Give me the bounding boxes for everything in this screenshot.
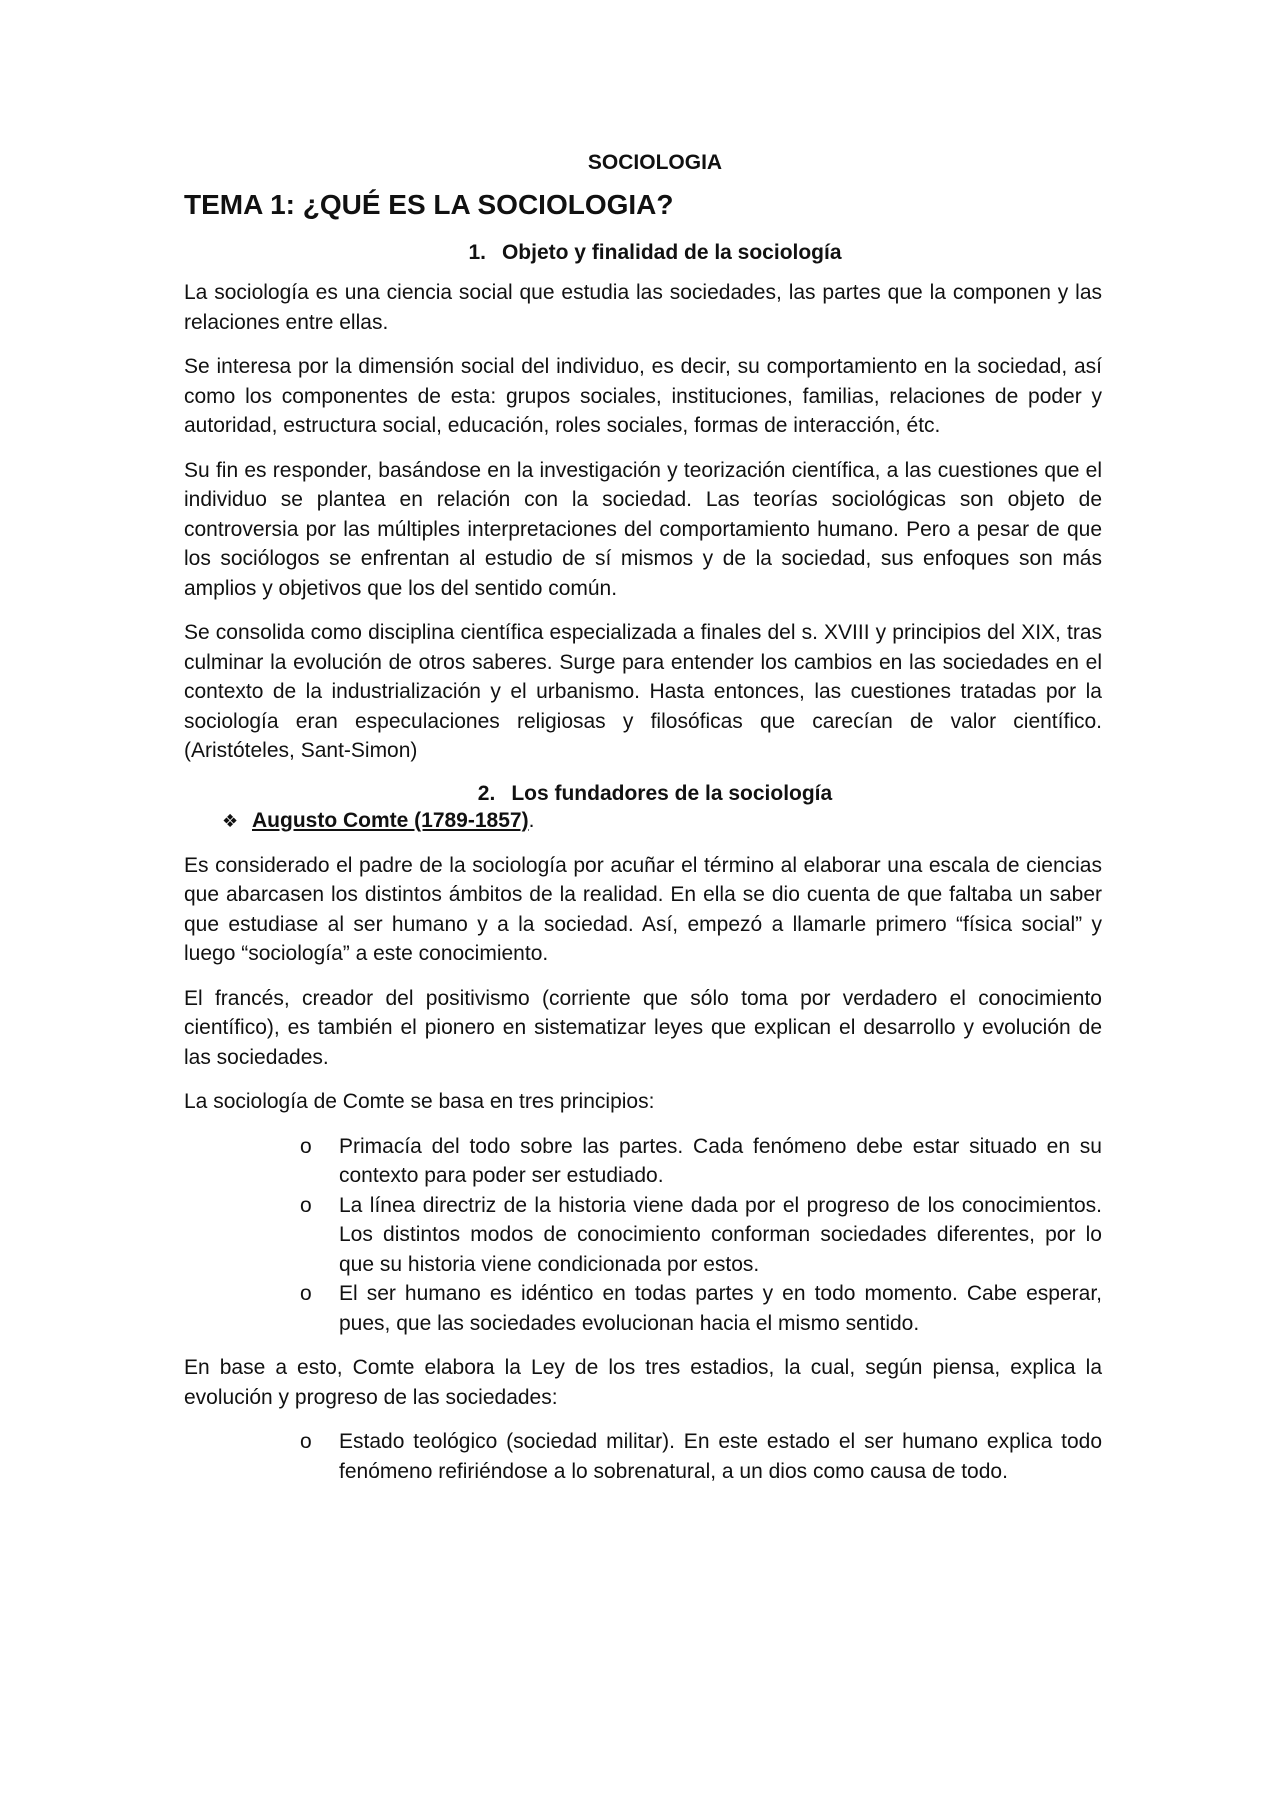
paragraph-three-stages-law: En base a esto, Comte elabora la Ley de los tres estadios, la cual, según piensa, explica la evolución y progreso de las sociedades: (184, 1356, 1102, 1409)
principle-text: El ser humano es idéntico en todas partes y en todo momento. Cabe esperar, pues, que las sociedades evolucionan hacia el mismo sentido. (339, 1282, 1102, 1335)
founder-heading (222, 807, 1102, 835)
paragraph-comte-principles-intro: La sociología de Comte se basa en tres principios: (184, 1090, 655, 1113)
circle-bullet-icon: o (300, 1430, 312, 1453)
list-item (184, 1427, 1102, 1486)
founder-name: Augusto Comte (1789-1857) (252, 808, 529, 832)
section-2-number: 2. (477, 781, 496, 805)
diamond-bullet-icon: ❖ (222, 810, 239, 831)
section-1-number: 1. (468, 241, 486, 264)
paragraph-interest: Se interesa por la dimensión social del individuo, es decir, su comportamiento en la sociedad, así como los componentes de esta: grupos sociales, instituciones, familias, relaciones de poder y autoridad, estructura social, educación, roles sociales, formas de interacción, étc. (184, 355, 1102, 437)
stages-list (184, 1427, 1102, 1486)
document-header: SOCIOLOGIA (587, 151, 723, 174)
topic-title: TEMA 1: ¿QUÉ ES LA SOCIOLOGIA? (184, 189, 674, 220)
section-2-title (184, 781, 1102, 807)
section-1-title (184, 240, 1102, 266)
principle-text: Primacía del todo sobre las partes. Cada fenómeno debe estar situado en su contexto para poder ser estudiado. (339, 1134, 1102, 1187)
principles-list (184, 1132, 1102, 1339)
paragraph-purpose: Su fin es responder, basándose en la investigación y teorización científica, a las cuestiones que el individuo se plantea en relación con la sociedad. Las teorías sociológicas son objeto de controversia por las múltiples interpretaciones del comportamiento humano. Pero a pesar de que los sociólogos se enfrentan al estudio de sí mismos y de la sociedad, sus enfoques son más amplios y objetivos que los del sentido común. (184, 458, 1102, 600)
list-item (184, 1132, 1102, 1191)
circle-bullet-icon: o (300, 1282, 312, 1305)
section-2-heading: Los fundadores de la sociología (511, 781, 833, 805)
paragraph-consolidation: Se consolida como disciplina científica especializada a finales del s. XVIII y principios del XIX, tras culminar la evolución de otros saberes. Surge para entender los cambios en las sociedades en el contexto de la industrialización y el urbanismo. Hasta entonces, las cuestiones tratadas por la sociología eran especulaciones religiosas y filosóficas que carecían de valor científico. (Aristóteles, Sant-Simon) (184, 621, 1102, 762)
circle-bullet-icon: o (300, 1134, 312, 1158)
founder-suffix: . (528, 808, 535, 832)
principle-text: La línea directriz de la historia viene dada por el progreso de los conocimientos. Los distintos modos de conocimiento conforman sociedades diferentes, por lo que su historia viene condicionada por estos. (339, 1193, 1102, 1276)
list-item (184, 1279, 1102, 1338)
section-1-heading: Objeto y finalidad de la sociología (501, 241, 842, 264)
circle-bullet-icon: o (300, 1193, 312, 1217)
paragraph-comte-father: Es considerado el padre de la sociología por acuñar el término al elaborar una escala de ciencias que abarcasen los distintos ámbitos de la realidad. En ella se dio cuenta de que faltaba un saber que estudiase al ser humano y a la sociedad. Así, empezó a llamarle primero “física social” y luego “sociología” a este conocimiento. (184, 853, 1102, 965)
paragraph-definition: La sociología es una ciencia social que estudia las sociedades, las partes que la componen y las relaciones entre ellas. (184, 281, 1102, 334)
list-item (184, 1191, 1102, 1280)
paragraph-comte-positivism: El francés, creador del positivismo (corriente que sólo toma por verdadero el conocimiento científico), es también el pionero en sistematizar leyes que explican el desarrollo y evolución de las sociedades. (184, 986, 1102, 1069)
stage-text: Estado teológico (sociedad militar). En este estado el ser humano explica todo fenómeno refiriéndose a lo sobrenatural, a un dios como causa de todo. (339, 1430, 1102, 1483)
document-page (184, 150, 1102, 1501)
